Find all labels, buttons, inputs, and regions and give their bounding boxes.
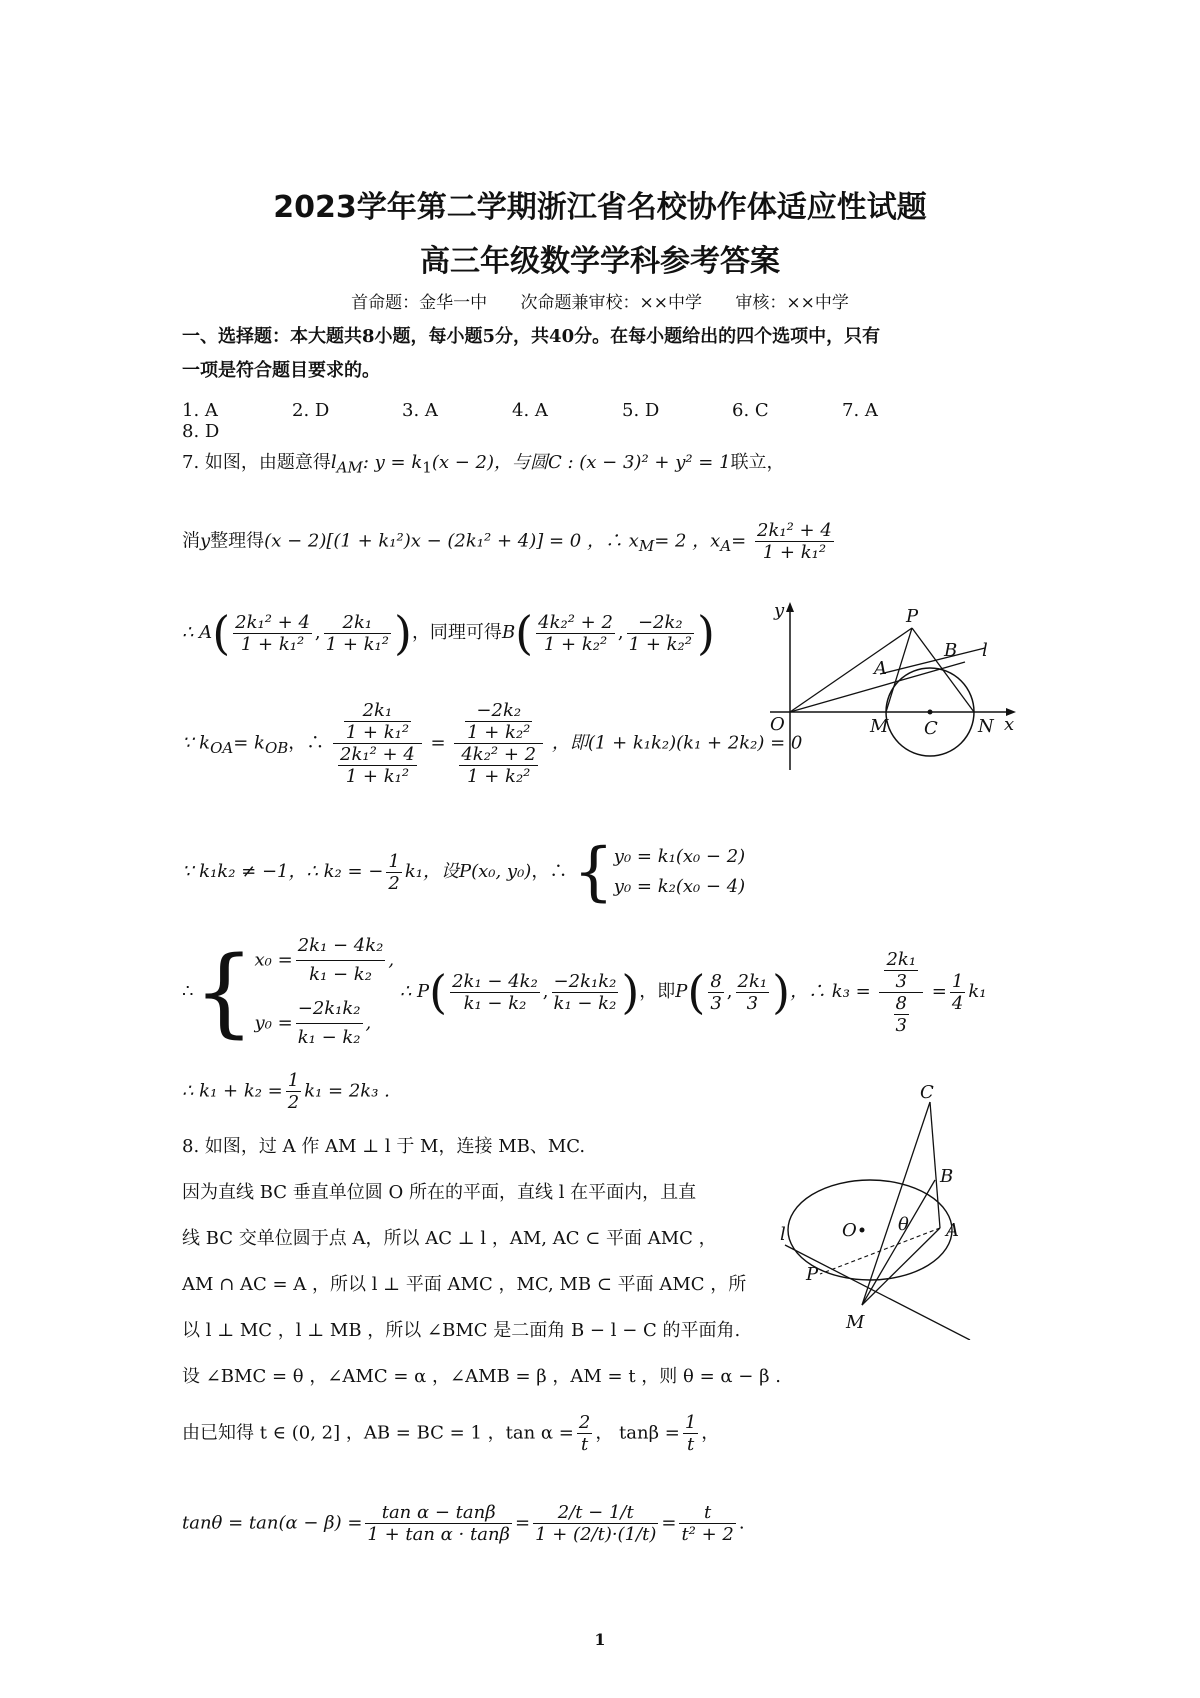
q7-line7: ∴ k₁ + k₂ = $\frac{1}{2}$ k₁ = 2k₃ . bbox=[182, 1070, 390, 1113]
page-number: 1 bbox=[594, 1630, 606, 1649]
fig1-label-p: P bbox=[906, 606, 919, 627]
line-bc bbox=[930, 1102, 940, 1228]
line-ap bbox=[820, 1228, 940, 1274]
fig2-label-a: A bbox=[946, 1220, 959, 1241]
line-mp bbox=[886, 628, 912, 712]
q8-line4: AM ∩ AC = A ，所以 l ⊥ 平面 AMC ，MC, MB ⊂ 平面 AMC ，所 bbox=[182, 1274, 747, 1295]
center-point bbox=[928, 710, 933, 715]
q8-line5: 以 l ⊥ MC ，l ⊥ MB ，所以 ∠BMC 是二面角 B − l − C 的平面角. bbox=[182, 1320, 741, 1341]
credit-second-setter: 次命题兼审校：××中学 bbox=[520, 293, 702, 313]
line-ma bbox=[862, 1228, 940, 1305]
answer-item: 2. D bbox=[292, 400, 330, 421]
y-axis-arrow-icon bbox=[786, 602, 794, 612]
xa-fraction: $\frac{\text{2k₁² + 4}}{\text{1 + k₁²}}$ bbox=[757, 520, 832, 563]
answer-item: 8. D bbox=[182, 421, 220, 442]
section-heading-line2: 一项是符合题目要求的。 bbox=[182, 360, 380, 381]
answer-item: 5. D bbox=[622, 400, 660, 421]
answer-item: 4. A bbox=[512, 400, 548, 421]
answer-key bbox=[182, 400, 1032, 442]
q7-line2: 消y整理得(x − 2)[(1 + k₁²)x − (2k₁² + 4)] = 0 ，∴ $x_M= 2$ ，$x_A=$ $\frac{\text{2k₁² + 4}}{\text{1 + k₁²}}$ bbox=[182, 520, 832, 563]
q8-line3: 线 BC 交单位圆于点 A，所以 AC ⊥ l ，AM, AC ⊂ 平面 AMC ， bbox=[182, 1228, 717, 1249]
q8-figure bbox=[780, 1080, 990, 1340]
answer-item: 7. A bbox=[842, 400, 878, 421]
fig1-label-o: O bbox=[770, 714, 785, 735]
fig2-label-m: M bbox=[846, 1312, 865, 1333]
fig2-label-b: B bbox=[940, 1166, 954, 1187]
credit-reviewer: 审核：××中学 bbox=[735, 293, 849, 313]
kob-compound-fraction: $\frac{\frac{\text{−2k₂}}{\text{1 + k₂²}}}{\frac{\text{4k₂² + 2}}{\text{1 + k₂²}}}$ bbox=[454, 700, 543, 787]
fig1-label-x: x bbox=[1004, 714, 1015, 735]
q8-line1: 8. 如图，过 A 作 AM ⊥ l 于 M，连接 MB、MC. bbox=[182, 1136, 586, 1157]
section-heading-line1: 一、选择题：本大题共8小题，每小题5分，共40分。在每小题给出的四个选项中，只有 bbox=[182, 326, 881, 347]
q7-line4: ∵ $k_{OA}= k_{OB}$，∴ $\frac{\frac{\text{2k₁}}{\text{1 + k₁²}}}{\frac{\text{2k₁² + 4}}{\text{1 + k₁²}}}$ = $\frac{\frac{\text{−2k₂}}{\text{1 + k₂²}}}{\frac{\text{4k₂² + 2}}{\text{1 + k₂²}}}$ ，即(1 + k₁k₂)(k₁ + 2k₂) = 0 bbox=[182, 700, 803, 787]
page-title: 2023学年第二学期浙江省名校协作体适应性试题 bbox=[273, 190, 927, 225]
fig1-label-y: y bbox=[774, 600, 785, 621]
answer-item: 6. C bbox=[732, 400, 769, 421]
line-l bbox=[880, 648, 985, 674]
q7-line5: ∵ k₁k₂ ≠ −1，∴ k₂ = − $\frac{1}{2}$ k₁，设P(x₀, y₀)，∴ { y₀ = k₁(x₀ − 2) y₀ = k₂(x₀ − 4) bbox=[182, 835, 746, 909]
line-mc bbox=[862, 1102, 930, 1305]
fig2-label-l: l bbox=[780, 1224, 786, 1245]
fig2-label-c: C bbox=[920, 1082, 934, 1103]
fig2-label-theta: θ bbox=[898, 1214, 909, 1235]
q8-line6: 设 ∠BMC = θ ，∠AMC = α ，∠AMB = β ，AM = t ，则 θ = α − β . bbox=[182, 1366, 781, 1387]
line-mb bbox=[862, 1180, 935, 1305]
line-pn bbox=[912, 628, 974, 712]
fig2-label-o: O bbox=[842, 1220, 857, 1241]
fig1-label-a: A bbox=[874, 658, 887, 679]
koa-compound-fraction: $\frac{\frac{\text{2k₁}}{\text{1 + k₁²}}}{\frac{\text{2k₁² + 4}}{\text{1 + k₁²}}}$ bbox=[333, 700, 422, 787]
q8-line7: 由已知得 t ∈ (0, 2] ，AB = BC = 1 ，tan α = $\frac{2}{t}$ ， tanβ = $\frac{1}{t}$ ， bbox=[182, 1412, 720, 1455]
fig1-label-l: l bbox=[982, 640, 988, 661]
q7-figure bbox=[760, 600, 1020, 780]
answer-item: 1. A bbox=[182, 400, 218, 421]
q8-line2: 因为直线 BC 垂直单位圆 O 所在的平面，直线 l 在平面内，且直 bbox=[182, 1182, 697, 1203]
q8-line8: tanθ = tan(α − β) = $\frac{\text{tan α − tanβ}}{\text{1 + tan α · tanβ}}$ = $\frac{2/t - 1/t}{1 + (2/t)\cdot(1/t)}$ = $\frac{t}{\text{t² + 2}}$ . bbox=[182, 1502, 745, 1545]
answer-item: 3. A bbox=[402, 400, 438, 421]
credits-line bbox=[0, 288, 1200, 313]
credit-first-setter: 首命题：金华一中 bbox=[351, 293, 488, 313]
fig1-label-n: N bbox=[978, 716, 994, 737]
center-o bbox=[860, 1228, 865, 1233]
fig1-label-c: C bbox=[924, 718, 938, 739]
q7-line1: 7. 如图，由题意得$l_{AM}$: $y = k_1(x - 2)$，与圆C : (x − 3)² + y² = 1联立， bbox=[182, 452, 785, 477]
fig1-label-b: B bbox=[944, 640, 958, 661]
fig1-label-m: M bbox=[870, 716, 889, 737]
q7-line6: ∴{ x₀ = $\frac{\text{2k₁ − 4k₂}}{\text{k₁ − k₂}}$ , y₀ = $\frac{\text{−2k₁k₂}}{\text{k₁ − k₂}}$ , ∴ P( $\frac{\text{2k₁ − 4k₂}}{\text{k₁ − k₂}}$ , $\frac{\text{−2k₁k₂}}{\text{k₁ − k₂}}$ )，即P( $\frac{8}{3}$ , $\frac{\text{2k₁}}{3}$ )，∴ k₃ = $\frac{\frac{\text{2k₁}}{3}}{\frac{8}{3}}$ = $\frac{1}{4}$ k₁ bbox=[182, 932, 986, 1052]
page-subtitle: 高三年级数学学科参考答案 bbox=[420, 244, 780, 279]
fig2-label-p: P bbox=[806, 1264, 819, 1285]
q7-line3: ∴ A( $\frac{\text{2k₁² + 4}}{\text{1 + k₁²}}$ , $\frac{\text{2k₁}}{\text{1 + k₁²}}$ )，同理可得B( $\frac{\text{4k₂² + 2}}{\text{1 + k₂²}}$ , $\frac{\text{−2k₂}}{\text{1 + k₂²}}$ ) bbox=[182, 606, 715, 660]
